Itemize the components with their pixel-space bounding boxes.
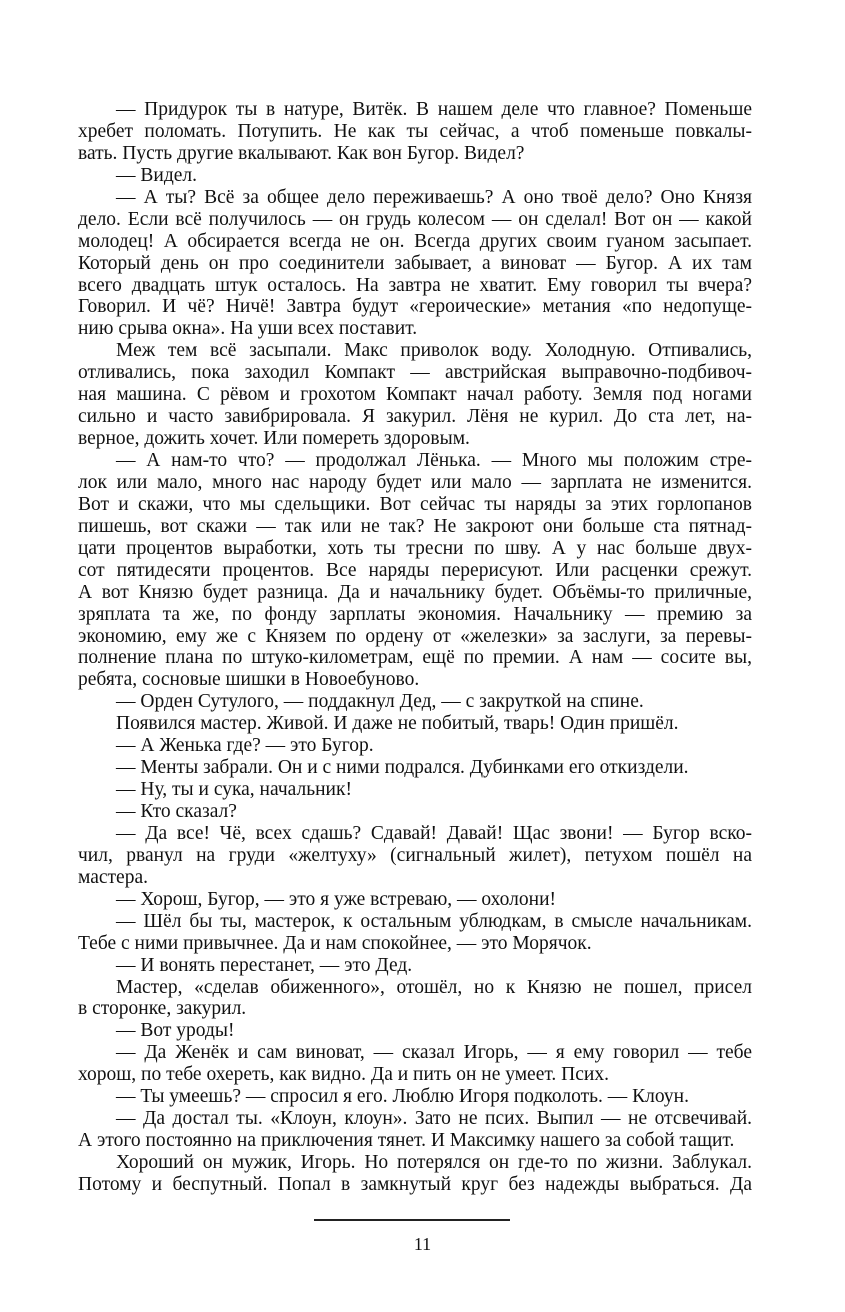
text-line: — Вот уроды! (116, 1020, 235, 1042)
text-line: Хороший он мужик, Игорь. Но потерялся он где-то по жизни. Заблукал. (116, 1152, 752, 1173)
text-line: Появился мастер. Живой. И даже не побитый, тварь! Один пришёл. (116, 713, 679, 735)
text-line: — Да все! Чё, всех сдашь? Сдавай! Давай! Щас звони! — Бугор вско- (116, 822, 752, 844)
text-line: — Ну, ты и сука, начальник! (116, 779, 352, 801)
text-line: нию срыва окна». На уши всех поставит. (78, 318, 418, 340)
text-line: Который день он про соединители забывает, а виноват — Бугор. А их там (78, 252, 752, 274)
text-line: цати процентов выработки, хоть ты тресни по шву. А у нас больше двух- (78, 537, 752, 559)
text-line: — Шёл бы ты, мастерок, к остальным ублюдкам, в смысле начальникам. (116, 910, 752, 932)
footer-rule (314, 1219, 510, 1221)
text-line: — Видел. (116, 164, 197, 186)
text-line: — А Женька где? — это Бугор. (116, 735, 374, 757)
text-line: — Да Женёк и сам виноват, — сказал Игорь, — я ему говорил — тебе (116, 1042, 752, 1064)
text-line: в сторонке, закурил. (78, 998, 247, 1020)
text-line: Говорил. И чё? Ничё! Завтра будут «героические» метания «по недопуще- (78, 296, 752, 318)
text-line: — Придурок ты в натуре, Витёк. В нашем деле что главное? Поменьше (116, 99, 752, 120)
text-line: — Хорош, Бугор, — это я уже встреваю, — охолони! (116, 888, 557, 910)
text-line: ребята, сосновые шишки в Новоебуново. (78, 669, 420, 691)
text-line: Вот и скажи, что мы сдельщики. Вот сейчас ты наряды за этих горлопанов (78, 493, 752, 515)
text-line: — А нам-то что? — продолжал Лёнька. — Много мы положим стре- (116, 450, 752, 471)
text-line: Потому и беспутный. Попал в замкнутый круг без надежды выбраться. Да (78, 1173, 752, 1195)
text-line: зряплата та же, по фонду зарплаты экономия. Начальнику — премию за (78, 603, 752, 625)
text-line: дело. Если всё получилось — он грудь колесом — он сделал! Вот он — какой (78, 208, 752, 230)
text-line: — Ты умеешь? — спросил я его. Люблю Игоря подколоть. — Клоун. (116, 1086, 689, 1108)
text-line: — И вонять перестанет, — это Дед. (116, 954, 413, 976)
text-line: экономию, ему же с Князем по ордену от «железки» за заслуги, за перевы- (78, 625, 752, 647)
text-line: — Менты забрали. Он и с ними подрался. Дубинками его откиздели. (116, 757, 689, 779)
text-line: мастера. (78, 866, 148, 888)
text-line: Мастер, «сделав обиженного», отошёл, но к Князю не пошел, присел (116, 976, 752, 998)
text-line: — А ты? Всё за общее дело переживаешь? А оно твоё дело? Оно Князя (116, 186, 752, 208)
text-line: чил, рванул на груди «желтуху» (сигнальный жилет), петухом пошёл на (78, 844, 752, 866)
text-line: отливались, пока заходил Компакт — австрийская выправочно-подбивоч- (78, 362, 752, 384)
text-line: вать. Пусть другие вкалывают. Как вон Бугор. Видел? (78, 142, 525, 164)
text-line: полнение плана по штуко-километрам, ещё по премии. А нам — сосите вы, (78, 647, 752, 669)
page-number: 11 (413, 1234, 432, 1254)
text-line: хребет поломать. Потупить. Не как ты сейчас, а чтоб поменьше повкалы- (78, 120, 752, 142)
text-line: всего двадцать штук осталось. На завтра не хватит. Ему говорил ты вчера? (78, 274, 752, 296)
text-line: А этого постоянно на приключения тянет. И Максимку нашего за собой тащит. (78, 1130, 735, 1152)
text-line: хорош, по тебе охереть, как видно. Да и пить он не умеет. Псих. (78, 1064, 609, 1086)
text-line: — Кто сказал? (116, 801, 237, 822)
text-line: — Да достал ты. «Клоун, клоун». Зато не псих. Выпил — не отсвечивай. (116, 1108, 752, 1130)
text-line: сильно и часто завибрировала. Я закурил. Лёня не курил. До ста лет, на- (78, 406, 752, 428)
text-line: сот пятидесяти процентов. Все наряды перерисуют. Или расценки срежут. (78, 559, 752, 581)
text-line: лок или мало, много нас народу будет или мало — зарплата не изменится. (78, 471, 752, 493)
text-line: Тебе с ними привычнее. Да и нам спокойнее, — это Морячок. (78, 932, 592, 954)
text-line: молодец! А обсирается всегда не он. Всегда других своим гуаном засыпает. (78, 230, 752, 252)
text-line: — Орден Сутулого, — поддакнул Дед, — с закруткой на спине. (116, 691, 644, 713)
body-text (78, 99, 752, 1196)
text-line: А вот Князю будет разница. Да и начальнику будет. Объёмы-то приличные, (78, 581, 752, 603)
text-line: Меж тем всё засыпали. Макс приволок воду. Холодную. Отпивались, (116, 340, 752, 362)
text-line: верное, дожить хочет. Или помереть здоровым. (78, 428, 470, 450)
text-line: ная машина. С рёвом и грохотом Компакт начал работу. Земля под ногами (78, 384, 752, 406)
text-line: пишешь, вот скажи — так или не так? Не закроют они больше ста пятнад- (78, 515, 752, 537)
